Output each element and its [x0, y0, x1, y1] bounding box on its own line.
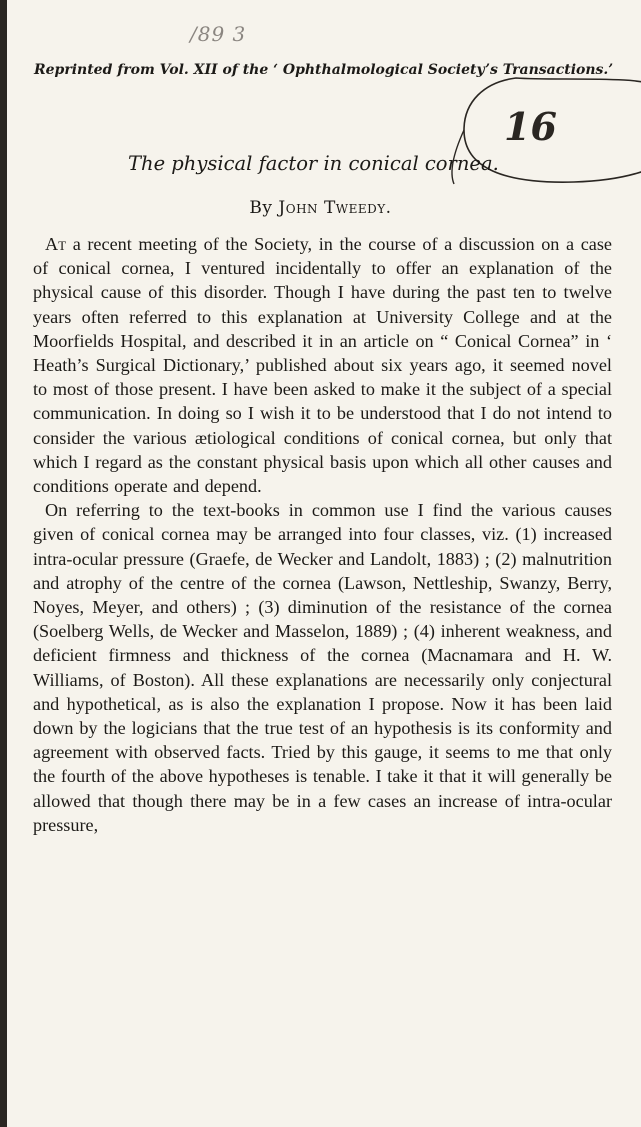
paragraph-1 — [33, 232, 612, 498]
pencil-annotation: /89 3 — [190, 22, 247, 46]
paragraph-lead-word: At — [45, 234, 67, 254]
article-title: The physical factor in conical cornea. — [128, 152, 499, 175]
byline-prefix: By — [249, 198, 273, 218]
handwritten-number: 16 — [504, 104, 557, 149]
reprint-notice: Reprinted from Vol. XII of the ‘ Ophthalmological Society’s Transactions.’ — [34, 62, 614, 78]
byline — [0, 198, 641, 218]
paragraph-2: On referring to the text-books in common use I find the various causes given of conical cornea may be arranged into four classes, viz. (1) increased intra-ocular pressure (Graefe, de Wecker and Landolt, 1883) ; (2) malnutrition and atrophy of the centre of the cornea (Lawson, Nettleship, Swanzy, Berry, Noyes, Meyer, and others) ; (3) diminution of the resistance of the cornea (Soelberg Wells, de Wecker and Masselon, 1889) ; (4) inherent weakness, and deficient firmness and thickness of the cornea (Macnamara and H. W. Williams, of Boston). All these explanations are necessarily only conjectural and hypothetical, as is also the explanation I propose. Now it has been laid down by the logicians that the true test of an hypothesis is its conformity and agreement with observed facts. Tried by this gauge, it seems to me that only the fourth of the above hypotheses is tenable. I take it that it will generally be allowed that though there may be in a few cases an increase of intra-ocular pressure, — [33, 500, 612, 835]
paragraph-1-text: a recent meeting of the Society, in the course of a discussion on a case of conical cornea, I ventured incidentally to offer an explanation of the physical cause of this disorder. Though I have during the past ten to twelve years often referred to this explanation at University College and at the Moorfields Hospital, and described it in an article on “ Conical Cornea” in ‘ Heath’s Surgical Dictionary,’ published about six years ago, it seemed novel to most of those present. I have been asked to make it the subject of a special communication. In doing so I wish it to be understood that I do not intend to consider the various ætiological conditions of conical cornea, but only that which I regard as the constant physical basis upon which all other causes and conditions operate and depend. — [33, 234, 612, 497]
article-body — [33, 232, 612, 837]
author-name: John Tweedy. — [278, 198, 392, 218]
